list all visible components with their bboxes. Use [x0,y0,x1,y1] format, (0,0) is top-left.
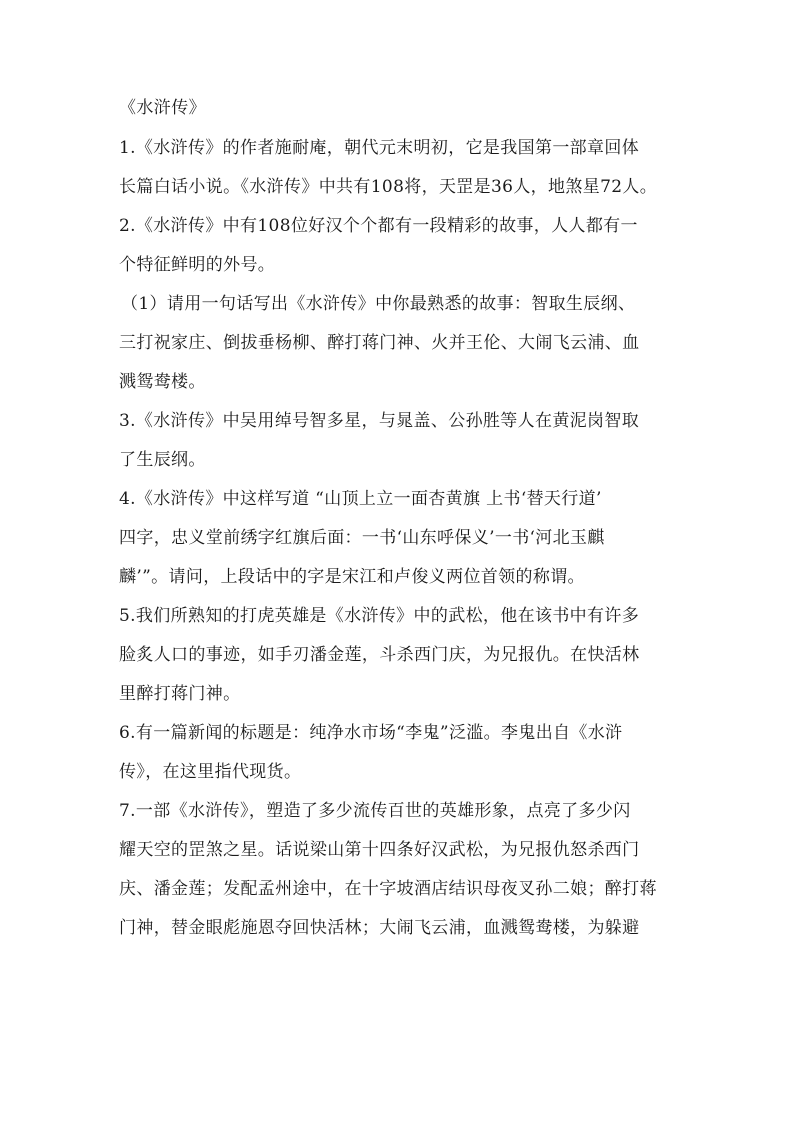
text-line: 长篇白话小说。《水浒传》中共有108将，天罡是36人，地煞星72人。 [119,177,658,197]
text-line: 了生辰纲。 [119,450,206,470]
text-line: 四字，忠义堂前绣字红旗后面：一书‘山东呼保义’一书‘河北玉麒 [119,528,605,548]
text-line: 6.有一篇新闻的标题是：纯净水市场“李鬼”泛滥。李鬼出自《水浒 [119,723,623,743]
text-line: 庆、潘金莲；发配孟州途中，在十字坡酒店结识母夜叉孙二娘；醉打蒋 [119,879,657,899]
text-line: 门神，替金眼彪施恩夺回快活林；大闹飞云浦，血溅鸳鸯楼，为躲避 [119,918,640,938]
text-line: 里醉打蒋门神。 [119,684,241,704]
text-line: 脸炙人口的事迹，如手刃潘金莲，斗杀西门庆，为兄报仇。在快活林 [119,645,640,665]
text-line: 传》，在这里指代现货。 [119,762,302,782]
text-line: 3.《水浒传》中吴用绰号智多星，与晁盖、公孙胜等人在黄泥岗智取 [119,411,640,431]
text-line: 溅鸳鸯楼。 [119,372,206,392]
text-line: 耀天空的罡煞之星。话说梁山第十四条好汉武松，为兄报仇怒杀西门 [119,840,640,860]
text-line: 1.《水浒传》的作者施耐庵，朝代元末明初，它是我国第一部章回体 [119,138,640,158]
text-line: 个特征鲜明的外号。 [119,255,276,275]
text-line: 7.一部《水浒传》，塑造了多少流传百世的英雄形象，点亮了多少闪 [119,801,631,821]
text-line: 5.我们所熟知的打虎英雄是《水浒传》中的武松，他在该书中有许多 [119,606,640,626]
text-line: 麟’”。请问，上段话中的字是宋江和卢俊义两位首领的称谓。 [119,567,585,587]
text-line: 4.《水浒传》中这样写道 “山顶上立一面杏黄旗 上书‘替天行道’ [119,489,602,509]
document-body [119,98,679,957]
text-line: 2.《水浒传》中有108位好汉个个都有一段精彩的故事，人人都有一 [119,216,638,236]
text-line: 三打祝家庄、倒拔垂杨柳、醉打蒋门神、火并王伦、大闹飞云浦、血 [119,333,640,353]
text-line: （1）请用一句话写出《水浒传》中你最熟悉的故事：智取生辰纲、 [121,294,636,314]
document-title: 《水浒传》 [119,98,206,118]
